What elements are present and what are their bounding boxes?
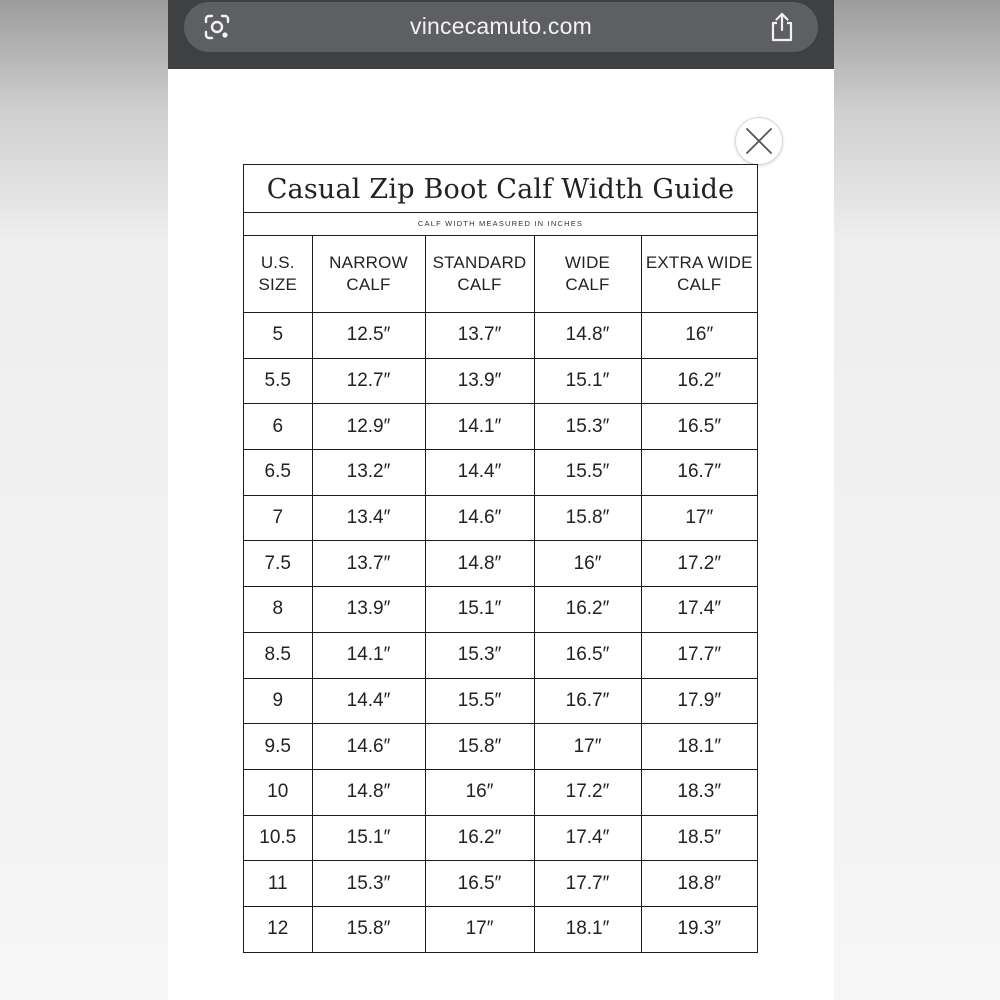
standard-calf-cell: 15.3″ xyxy=(425,632,534,678)
narrow-calf-cell: 15.3″ xyxy=(312,861,425,907)
narrow-calf-cell: 13.4″ xyxy=(312,495,425,541)
size-cell: 5 xyxy=(244,313,312,359)
table-body xyxy=(244,313,757,952)
header-line: EXTRA WIDE xyxy=(645,253,753,272)
share-icon[interactable] xyxy=(768,11,796,43)
standard-calf-cell: 14.8″ xyxy=(425,541,534,587)
header-wide-calf xyxy=(534,236,641,313)
address-bar[interactable] xyxy=(184,2,818,52)
extra-wide-calf-cell: 18.8″ xyxy=(641,861,757,907)
size-cell: 5.5 xyxy=(244,358,312,404)
narrow-calf-cell: 14.4″ xyxy=(312,678,425,724)
guide-subtitle: CALF WIDTH MEASURED IN INCHES xyxy=(244,213,757,236)
extra-wide-calf-cell: 18.5″ xyxy=(641,815,757,861)
standard-calf-cell: 15.8″ xyxy=(425,724,534,770)
header-narrow-calf xyxy=(312,236,425,313)
table-row xyxy=(244,769,757,815)
table-row xyxy=(244,861,757,907)
narrow-calf-cell: 14.6″ xyxy=(312,724,425,770)
table-row xyxy=(244,495,757,541)
standard-calf-cell: 13.7″ xyxy=(425,313,534,359)
extra-wide-calf-cell: 17.2″ xyxy=(641,541,757,587)
size-cell: 11 xyxy=(244,861,312,907)
wide-calf-cell: 15.5″ xyxy=(534,450,641,496)
wide-calf-cell: 17.2″ xyxy=(534,769,641,815)
table-row xyxy=(244,587,757,633)
extra-wide-calf-cell: 19.3″ xyxy=(641,906,757,951)
table-row xyxy=(244,906,757,951)
wide-calf-cell: 18.1″ xyxy=(534,906,641,951)
wide-calf-cell: 16.2″ xyxy=(534,587,641,633)
header-extra-wide-calf xyxy=(641,236,757,313)
extra-wide-calf-cell: 16″ xyxy=(641,313,757,359)
size-cell: 7.5 xyxy=(244,541,312,587)
extra-wide-calf-cell: 16.5″ xyxy=(641,404,757,450)
standard-calf-cell: 14.6″ xyxy=(425,495,534,541)
guide-title: Casual Zip Boot Calf Width Guide xyxy=(244,165,757,213)
table-row xyxy=(244,678,757,724)
extra-wide-calf-cell: 18.1″ xyxy=(641,724,757,770)
wide-calf-cell: 15.3″ xyxy=(534,404,641,450)
table-header-row xyxy=(244,236,757,313)
wide-calf-cell: 17.7″ xyxy=(534,861,641,907)
standard-calf-cell: 15.1″ xyxy=(425,587,534,633)
header-line: CALF xyxy=(457,275,502,294)
wide-calf-cell: 16.7″ xyxy=(534,678,641,724)
extra-wide-calf-cell: 17″ xyxy=(641,495,757,541)
table-row xyxy=(244,541,757,587)
url-text[interactable]: vincecamuto.com xyxy=(410,13,592,39)
size-cell: 10.5 xyxy=(244,815,312,861)
header-us-size xyxy=(244,236,312,313)
standard-calf-cell: 14.4″ xyxy=(425,450,534,496)
extra-wide-calf-cell: 17.9″ xyxy=(641,678,757,724)
header-line: U.S. xyxy=(260,253,295,272)
extra-wide-calf-cell: 16.7″ xyxy=(641,450,757,496)
standard-calf-cell: 15.5″ xyxy=(425,678,534,724)
header-line: SIZE xyxy=(258,275,298,294)
size-cell: 9.5 xyxy=(244,724,312,770)
table-row xyxy=(244,815,757,861)
table-row xyxy=(244,724,757,770)
header-line: STANDARD xyxy=(432,253,527,272)
size-cell: 8 xyxy=(244,587,312,633)
wide-calf-cell: 15.8″ xyxy=(534,495,641,541)
size-cell: 6.5 xyxy=(244,450,312,496)
extra-wide-calf-cell: 18.3″ xyxy=(641,769,757,815)
narrow-calf-cell: 13.7″ xyxy=(312,541,425,587)
phone-screen xyxy=(168,0,834,1000)
background-right xyxy=(834,0,1000,1000)
size-cell: 7 xyxy=(244,495,312,541)
table-row xyxy=(244,450,757,496)
size-cell: 12 xyxy=(244,906,312,951)
calf-width-guide xyxy=(243,164,758,953)
table-row xyxy=(244,358,757,404)
narrow-calf-cell: 12.5″ xyxy=(312,313,425,359)
close-button[interactable] xyxy=(735,117,783,165)
header-line: CALF xyxy=(346,275,391,294)
wide-calf-cell: 16″ xyxy=(534,541,641,587)
size-cell: 6 xyxy=(244,404,312,450)
table-row xyxy=(244,404,757,450)
wide-calf-cell: 17″ xyxy=(534,724,641,770)
extra-wide-calf-cell: 17.7″ xyxy=(641,632,757,678)
header-line: CALF xyxy=(677,275,722,294)
browser-toolbar xyxy=(168,0,834,69)
standard-calf-cell: 14.1″ xyxy=(425,404,534,450)
narrow-calf-cell: 13.9″ xyxy=(312,587,425,633)
standard-calf-cell: 13.9″ xyxy=(425,358,534,404)
narrow-calf-cell: 12.9″ xyxy=(312,404,425,450)
header-line: WIDE xyxy=(564,253,611,272)
size-cell: 8.5 xyxy=(244,632,312,678)
header-line: CALF xyxy=(565,275,610,294)
narrow-calf-cell: 15.8″ xyxy=(312,906,425,951)
wide-calf-cell: 16.5″ xyxy=(534,632,641,678)
close-icon xyxy=(744,126,774,156)
wide-calf-cell: 15.1″ xyxy=(534,358,641,404)
narrow-calf-cell: 14.8″ xyxy=(312,769,425,815)
standard-calf-cell: 16.5″ xyxy=(425,861,534,907)
header-line: NARROW xyxy=(329,253,408,272)
standard-calf-cell: 17″ xyxy=(425,906,534,951)
wide-calf-cell: 17.4″ xyxy=(534,815,641,861)
standard-calf-cell: 16.2″ xyxy=(425,815,534,861)
narrow-calf-cell: 12.7″ xyxy=(312,358,425,404)
table-row xyxy=(244,313,757,359)
table-row xyxy=(244,632,757,678)
standard-calf-cell: 16″ xyxy=(425,769,534,815)
extra-wide-calf-cell: 17.4″ xyxy=(641,587,757,633)
wide-calf-cell: 14.8″ xyxy=(534,313,641,359)
size-cell: 9 xyxy=(244,678,312,724)
narrow-calf-cell: 15.1″ xyxy=(312,815,425,861)
background-left xyxy=(0,0,168,1000)
header-standard-calf xyxy=(425,236,534,313)
narrow-calf-cell: 13.2″ xyxy=(312,450,425,496)
size-cell: 10 xyxy=(244,769,312,815)
size-table xyxy=(244,236,757,952)
narrow-calf-cell: 14.1″ xyxy=(312,632,425,678)
extra-wide-calf-cell: 16.2″ xyxy=(641,358,757,404)
